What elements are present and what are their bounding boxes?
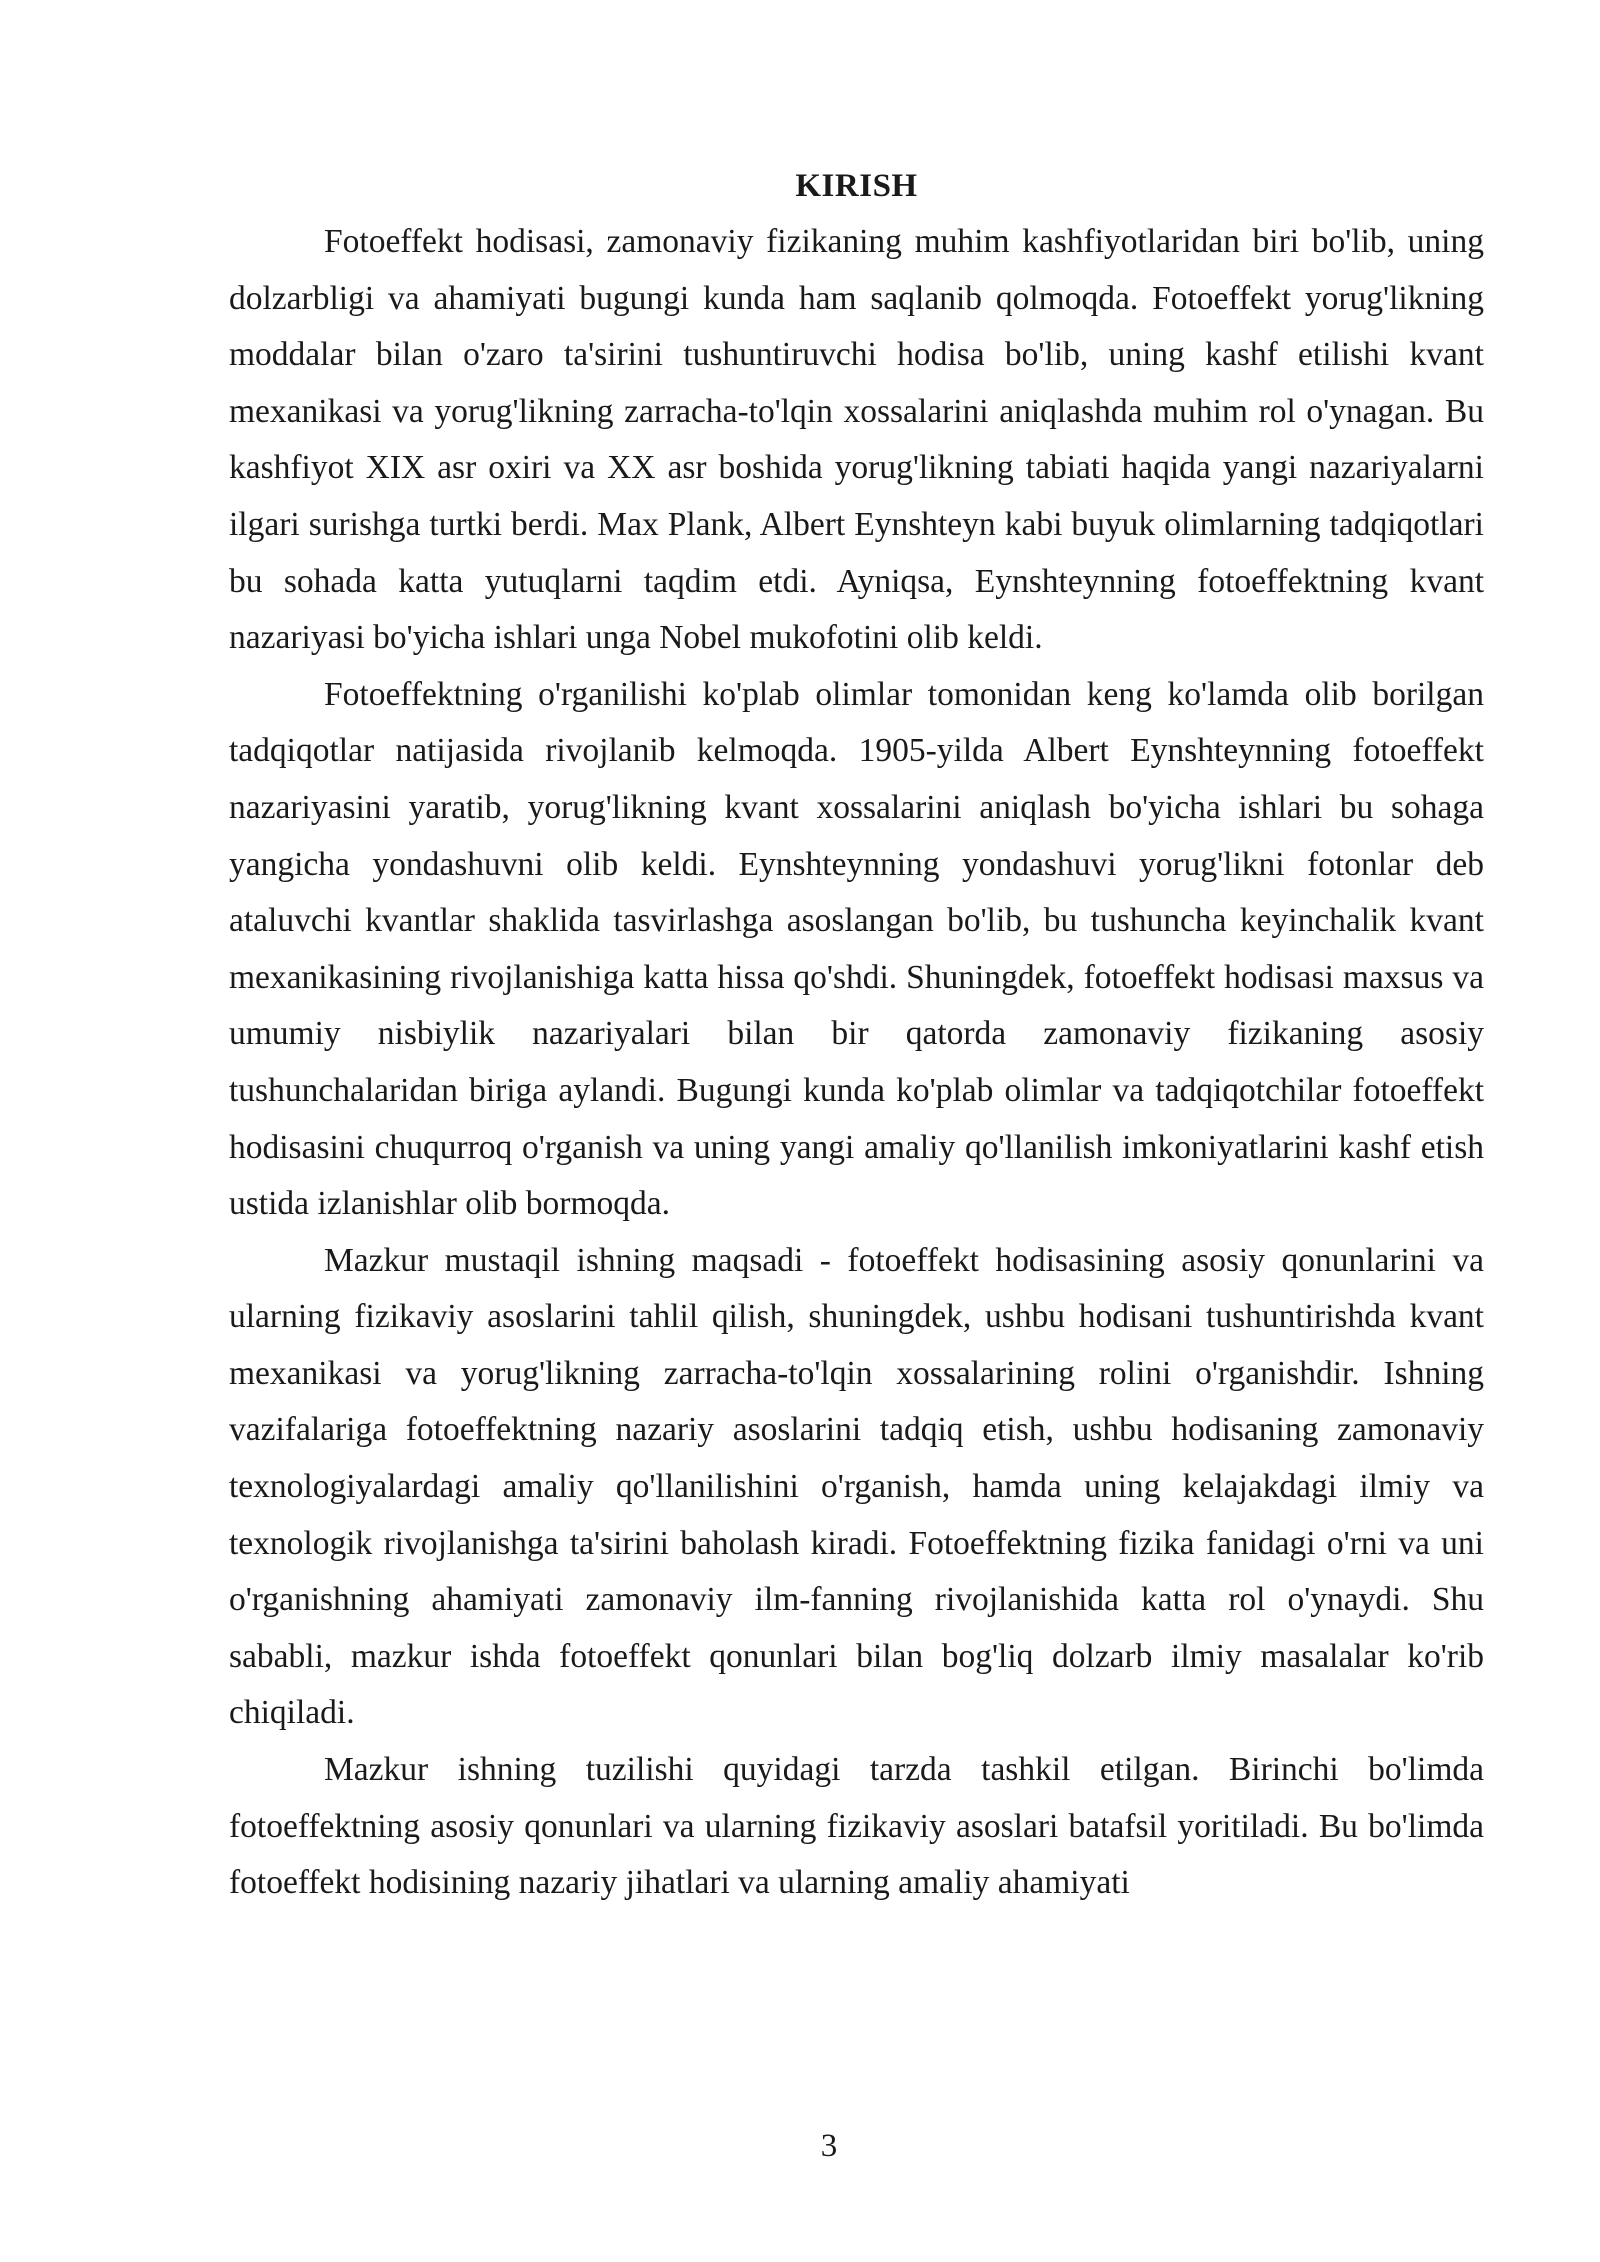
page-number: 3: [820, 2128, 838, 2164]
paragraph-2: Fotoeffektning o'rganilishi ko'plab olimlar tomonidan keng ko'lamda olib borilgan tadqiqotlar natijasida rivojlanib kelmoqda. 1905-yilda Albert Eynshteynning fotoeffekt nazariyasini yaratib, yorug'likning kvant xossalarini aniqlash bo'yicha ishlari bu sohaga yangicha yondashuvni olib keldi. Eynshteynning yondashuvi yorug'likni fotonlar deb ataluvchi kvantlar shaklida tasvirlashga asoslangan bo'lib, bu tushuncha keyinchalik kvant mexanikasining rivojlanishiga katta hissa qo'shdi. Shuningdek, fotoeffekt hodisasi maxsus va umumiy nisbiylik nazariyalari bilan bir qatorda zamonaviy fizikaning asosiy tushunchalaridan biriga aylandi. Bugungi kunda ko'plab olimlar va tadqiqotchilar fotoeffekt hodisasini chuqurroq o'rganish va uning yangi amaliy qo'llanilish imkoniyatlarini kashf etish ustida izlanishlar olib bormoqda.: [229, 675, 1484, 1223]
paragraph-3: Mazkur mustaqil ishning maqsadi - fotoeffekt hodisasining asosiy qonunlarini va ularning fizikaviy asoslarini tahlil qilish, shuningdek, ushbu hodisani tushuntirishda kvant mexanikasi va yorug'likning zarracha-to'lqin xossalarining rolini o'rganishdir. Ishning vazifalariga fotoeffektning nazariy asoslarini tadqiq etish, ushbu hodisaning zamonaviy texnologiyalardagi amaliy qo'llanilishini o'rganish, hamda uning kelajakdagi ilmiy va texnologik rivojlanishga ta'sirini baholash kiradi. Fotoeffektning fizika fanidagi o'rni va uni o'rganishning ahamiyati zamonaviy ilm-fanning rivojlanishida katta rol o'ynaydi. Shu sababli, mazkur ishda fotoeffekt qonunlari bilan bog'liq dolzarb ilmiy masalalar ko'rib chiqiladi.: [229, 1241, 1484, 1732]
paragraph-4: Mazkur ishning tuzilishi quyidagi tarzda tashkil etilgan. Birinchi bo'limda fotoeffektning asosiy qonunlari va ularning fizikaviy asoslari batafsil yoritiladi. Bu bo'limda fotoeffekt hodisining nazariy jihatlari va ularning amaliy ahamiyati: [229, 1751, 1484, 1902]
section-heading: KIRISH: [795, 168, 918, 204]
paragraph-1: Fotoeffekt hodisasi, zamonaviy fizikaning muhim kashfiyotlaridan biri bo'lib, uning dolzarbligi va ahamiyati bugungi kunda ham saqlanib qolmoqda. Fotoeffekt yorug'likning moddalar bilan o'zaro ta'sirini tushuntiruvchi hodisa bo'lib, uning kashf etilishi kvant mexanikasi va yorug'likning zarracha-to'lqin xossalarini aniqlashda muhim rol o'ynagan. Bu kashfiyot XIX asr oxiri va XX asr boshida yorug'likning tabiati haqida yangi nazariyalarni ilgari surishga turtki berdi. Max Plank, Albert Eynshteyn kabi buyuk olimlarning tadqiqotlari bu sohada katta yutuqlarni taqdim etdi. Ayniqsa, Eynshteynning fotoeffektning kvant nazariyasi bo'yicha ishlari unga Nobel mukofotini olib keldi.: [229, 223, 1484, 657]
page-content: [229, 158, 1484, 1912]
